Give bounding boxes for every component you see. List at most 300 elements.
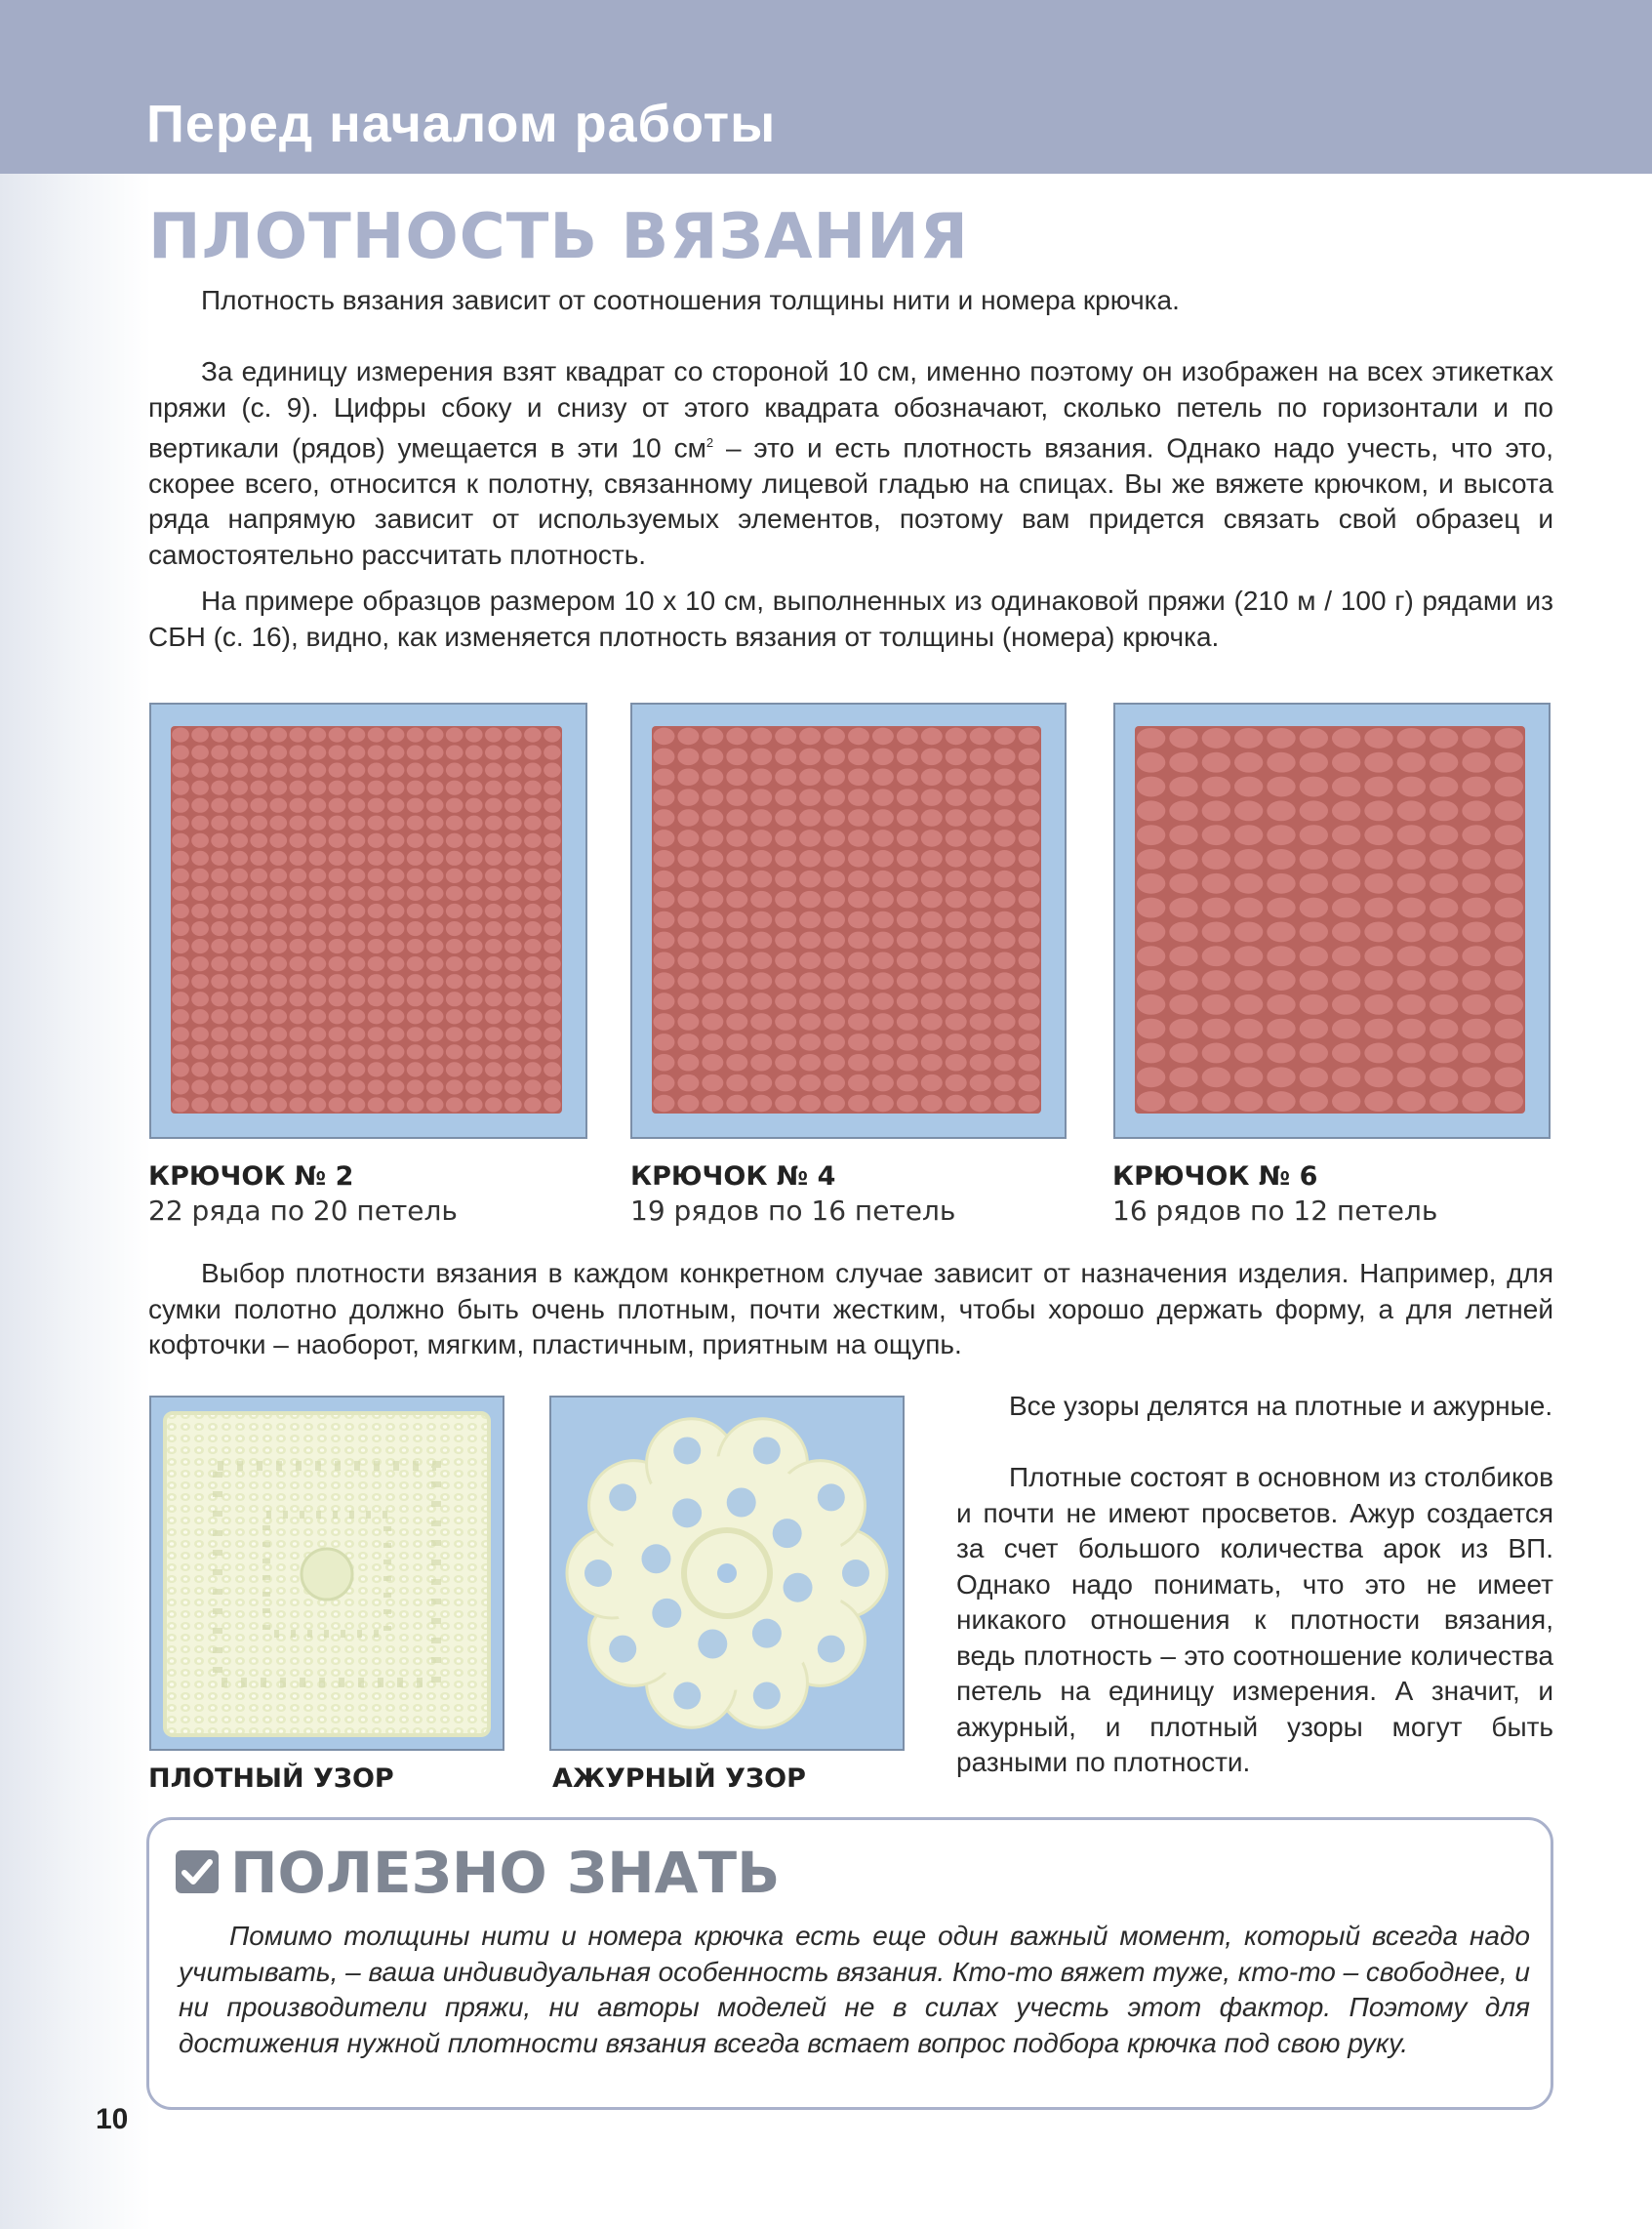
stitch — [524, 1062, 542, 1076]
doily-hole — [673, 1682, 701, 1710]
stitch — [1364, 970, 1392, 991]
stitch — [524, 956, 542, 971]
stitch — [524, 886, 542, 901]
stitch — [269, 833, 287, 848]
stitch — [994, 728, 1016, 746]
stitch — [211, 727, 228, 742]
stitch — [348, 833, 366, 848]
stitch — [485, 904, 503, 918]
stitch — [211, 904, 228, 918]
stitch — [211, 851, 228, 866]
stitch — [872, 891, 894, 909]
stitch — [1364, 800, 1392, 821]
stitch — [407, 1044, 424, 1059]
stitch — [848, 789, 869, 806]
stitch — [387, 886, 405, 901]
stitch — [524, 816, 542, 831]
stitch — [446, 956, 463, 971]
stitch — [1397, 752, 1426, 773]
stitch — [1364, 921, 1392, 942]
stitch — [211, 956, 228, 971]
stitch — [172, 833, 189, 848]
stitch — [230, 1009, 248, 1024]
stitch — [465, 816, 483, 831]
stitch — [446, 763, 463, 778]
stitch — [1169, 873, 1197, 894]
stitch — [329, 1009, 346, 1024]
stitch — [897, 871, 918, 888]
stitch — [897, 912, 918, 929]
stitch — [775, 972, 796, 990]
stitch — [1364, 873, 1392, 894]
stitch — [994, 993, 1016, 1010]
stitch — [1169, 1091, 1197, 1112]
stitch — [172, 1027, 189, 1041]
stitch — [465, 974, 483, 989]
stitch — [1300, 728, 1328, 749]
stitch — [309, 851, 327, 866]
stitch — [897, 1013, 918, 1031]
stitch — [750, 728, 772, 746]
stitch — [750, 912, 772, 929]
stitch — [921, 1095, 943, 1113]
stitch — [485, 1079, 503, 1094]
stitch — [653, 768, 674, 786]
stitch — [1019, 891, 1040, 909]
stitch — [1137, 825, 1165, 845]
stitch — [750, 789, 772, 806]
stitch — [872, 728, 894, 746]
stitch — [1300, 777, 1328, 797]
stitch — [348, 851, 366, 866]
stitch — [504, 1079, 522, 1094]
stitch — [872, 1095, 894, 1113]
stitch — [848, 809, 869, 827]
stitch — [387, 956, 405, 971]
doily-hole — [773, 1519, 802, 1548]
stitch — [677, 912, 699, 929]
stitch — [824, 789, 845, 806]
stitch — [872, 749, 894, 766]
stitch — [387, 1097, 405, 1112]
stitch — [970, 1033, 991, 1051]
stitch — [1019, 768, 1040, 786]
stitch — [269, 939, 287, 953]
stitch — [1397, 849, 1426, 870]
stitch — [485, 1062, 503, 1076]
stitch — [329, 833, 346, 848]
stitch — [726, 1054, 747, 1072]
stitch — [994, 1013, 1016, 1031]
stitch — [1267, 1091, 1295, 1112]
stitch — [1267, 1019, 1295, 1039]
stitch — [1234, 777, 1263, 797]
paragraph-pattern-types: Все узоры делятся на плотные и ажурные. — [1009, 1391, 1553, 1421]
stitch — [946, 1074, 967, 1092]
stitch — [848, 1074, 869, 1092]
stitch — [702, 993, 723, 1010]
stitch — [726, 809, 747, 827]
stitch — [726, 871, 747, 888]
stitch — [1364, 849, 1392, 870]
stitch — [1019, 932, 1040, 950]
stitch — [1430, 800, 1458, 821]
stitch — [407, 833, 424, 848]
stitch — [1495, 946, 1523, 966]
stitch — [524, 798, 542, 813]
stitch — [872, 1013, 894, 1031]
stitch — [329, 992, 346, 1006]
header-title: Перед началом работы — [146, 95, 777, 153]
stitch — [211, 1062, 228, 1076]
stitch — [387, 1027, 405, 1041]
stitch — [1137, 898, 1165, 918]
stitch — [485, 992, 503, 1006]
stitch — [1169, 777, 1197, 797]
stitch — [726, 972, 747, 990]
stitch — [970, 952, 991, 970]
stitch — [250, 851, 267, 866]
stitch — [191, 798, 209, 813]
stitch — [702, 1054, 723, 1072]
stitch — [946, 1095, 967, 1113]
stitch — [775, 789, 796, 806]
stitch — [348, 1009, 366, 1024]
stitch — [799, 912, 821, 929]
stitch — [290, 1079, 307, 1094]
stitch — [309, 1027, 327, 1041]
stitch — [230, 974, 248, 989]
stitch — [848, 749, 869, 766]
stitch — [407, 869, 424, 883]
stitch — [872, 768, 894, 786]
stitch — [230, 851, 248, 866]
stitch — [1267, 921, 1295, 942]
stitch — [172, 992, 189, 1006]
stitch — [172, 745, 189, 759]
stitch — [465, 869, 483, 883]
stitch — [368, 745, 385, 759]
stitch — [824, 768, 845, 786]
stitch — [544, 1079, 561, 1094]
tip-text: Помимо толщины нити и номера крючка есть еще один важный момент, который всегда надо учитывать, – ваша индивидуальная особенность вязания. Кто-то вяжет туже, кто-то – свободнее, и ни производители пряжи, ни авторы моделей не в силах учесть этот фактор. Поэтому для достижения нужной плотности вязания всегда встает вопрос подбора крючка под свою руку. — [179, 1921, 1530, 2058]
stitch — [465, 1062, 483, 1076]
stitch — [848, 728, 869, 746]
tip-heading: ПОЛЕЗНО ЗНАТЬ — [230, 1840, 781, 1906]
stitch — [211, 921, 228, 936]
stitch — [872, 830, 894, 847]
stitch — [970, 728, 991, 746]
stitch — [799, 830, 821, 847]
stitch — [750, 1095, 772, 1113]
stitch — [994, 809, 1016, 827]
stitch — [921, 952, 943, 970]
stitch — [1300, 1067, 1328, 1087]
stitch — [290, 904, 307, 918]
stitch — [653, 871, 674, 888]
stitch — [524, 1044, 542, 1059]
stitch — [1137, 994, 1165, 1015]
stitch — [191, 763, 209, 778]
stitch — [921, 1054, 943, 1072]
stitch — [1495, 1019, 1523, 1039]
stitch — [290, 886, 307, 901]
stitch — [269, 1062, 287, 1076]
stitch — [446, 1044, 463, 1059]
stitch — [1495, 1091, 1523, 1112]
stitch — [1300, 898, 1328, 918]
stitch — [1234, 849, 1263, 870]
stitch — [250, 833, 267, 848]
stitch — [1332, 849, 1360, 870]
stitch — [946, 891, 967, 909]
stitch — [1430, 1043, 1458, 1064]
stitch — [872, 850, 894, 868]
stitch — [824, 912, 845, 929]
stitch — [426, 745, 444, 759]
stitch — [1397, 728, 1426, 749]
stitch — [1462, 849, 1490, 870]
stitch — [544, 956, 561, 971]
stitch — [726, 768, 747, 786]
stitch — [504, 781, 522, 795]
stitch — [1462, 946, 1490, 966]
stitch — [211, 798, 228, 813]
stitch — [946, 871, 967, 888]
doily-hole — [609, 1483, 636, 1511]
stitch — [1169, 898, 1197, 918]
stitch — [750, 1033, 772, 1051]
stitch — [1462, 825, 1490, 845]
stitch — [946, 993, 967, 1010]
stitch — [504, 992, 522, 1006]
stitch — [1397, 970, 1426, 991]
stitch — [465, 1044, 483, 1059]
stitch — [504, 1044, 522, 1059]
stitch — [1495, 994, 1523, 1015]
stitch — [446, 869, 463, 883]
stitch — [465, 939, 483, 953]
stitch — [946, 1054, 967, 1072]
stitch — [446, 851, 463, 866]
section-title: ПЛОТНОСТЬ ВЯЗАНИЯ — [148, 201, 969, 273]
stitch — [426, 833, 444, 848]
stitch — [1332, 1043, 1360, 1064]
stitch — [1202, 777, 1230, 797]
stitch — [407, 956, 424, 971]
stitch — [726, 1013, 747, 1031]
stitch — [544, 851, 561, 866]
stitch — [1137, 1043, 1165, 1064]
stitch — [524, 1097, 542, 1112]
stitch — [250, 1027, 267, 1041]
stitch — [172, 798, 189, 813]
stitch — [544, 921, 561, 936]
stitch — [799, 768, 821, 786]
stitch — [872, 809, 894, 827]
stitch — [387, 1062, 405, 1076]
stitch — [824, 830, 845, 847]
stitch — [368, 1027, 385, 1041]
stitch — [1137, 1019, 1165, 1039]
stitch — [1300, 873, 1328, 894]
stitch — [446, 833, 463, 848]
stitch — [1364, 1019, 1392, 1039]
doily-hole — [753, 1682, 781, 1710]
stitch — [211, 974, 228, 989]
doily-hole — [652, 1599, 681, 1628]
stitch — [1137, 728, 1165, 749]
stitch — [504, 921, 522, 936]
stitch — [1202, 873, 1230, 894]
stitch — [726, 749, 747, 766]
stitch — [677, 1054, 699, 1072]
stitch — [524, 1009, 542, 1024]
stitch — [750, 871, 772, 888]
stitch — [1234, 800, 1263, 821]
stitch — [387, 1009, 405, 1024]
stitch — [1019, 789, 1040, 806]
stitch — [946, 952, 967, 970]
stitch — [504, 745, 522, 759]
stitch — [348, 1097, 366, 1112]
stitch — [211, 1009, 228, 1024]
stitch — [191, 1044, 209, 1059]
stitch — [348, 781, 366, 795]
stitch — [348, 1044, 366, 1059]
stitch — [290, 956, 307, 971]
stitch — [677, 972, 699, 990]
stitch — [329, 1079, 346, 1094]
stitch — [1495, 825, 1523, 845]
stitch — [1364, 1043, 1392, 1064]
stitch — [775, 993, 796, 1010]
stitch — [309, 974, 327, 989]
stitch — [426, 1027, 444, 1041]
stitch — [544, 727, 561, 742]
doily-hole — [842, 1560, 869, 1587]
stitch — [407, 781, 424, 795]
stitch — [702, 871, 723, 888]
stitch — [970, 1013, 991, 1031]
stitch — [872, 789, 894, 806]
stitch — [230, 1062, 248, 1076]
stitch — [230, 833, 248, 848]
stitch — [191, 921, 209, 936]
stitch — [1364, 777, 1392, 797]
stitch — [1202, 752, 1230, 773]
stitch — [1267, 946, 1295, 966]
stitch — [1364, 1091, 1392, 1112]
stitch — [465, 1079, 483, 1094]
stitch — [1332, 970, 1360, 991]
stitch — [921, 749, 943, 766]
stitch — [1137, 921, 1165, 942]
stitch — [524, 781, 542, 795]
stitch — [504, 763, 522, 778]
paragraph-dense-vs-lace: Плотные состоят в основном из столбиков и почти не имеют просветов. Ажур создается за счет большого количества арок из ВП. Однако надо понимать, что это не имеет никакого отношения к плотности вязания, ведь плотность – это соотношение количества петель на единицу измерения. А значит, и ажурный, и плотный узоры могут быть разными по плотности. — [956, 1462, 1553, 1777]
stitch — [172, 763, 189, 778]
stitch — [1202, 849, 1230, 870]
stitch — [946, 1013, 967, 1031]
stitch — [309, 798, 327, 813]
stitch — [230, 921, 248, 936]
stitch — [1430, 752, 1458, 773]
stitch — [824, 1033, 845, 1051]
stitch — [1332, 728, 1360, 749]
stitch — [1169, 849, 1197, 870]
stitch — [504, 1009, 522, 1024]
stitch — [921, 768, 943, 786]
stitch — [309, 763, 327, 778]
stitch — [1169, 994, 1197, 1015]
stitch — [485, 869, 503, 883]
stitch — [1202, 994, 1230, 1015]
stitch — [348, 745, 366, 759]
stitch — [387, 781, 405, 795]
stitch — [1169, 946, 1197, 966]
stitch — [211, 781, 228, 795]
swatch-photo-hook-6 — [1113, 703, 1551, 1139]
stitch — [1430, 873, 1458, 894]
stitch — [653, 850, 674, 868]
stitch — [653, 912, 674, 929]
stitch — [970, 972, 991, 990]
stitch — [750, 972, 772, 990]
stitch — [848, 1013, 869, 1031]
stitch — [407, 1097, 424, 1112]
stitch — [677, 952, 699, 970]
stitch — [172, 869, 189, 883]
stitch — [329, 939, 346, 953]
stitch — [1019, 749, 1040, 766]
stitch — [1430, 994, 1458, 1015]
stitch — [702, 891, 723, 909]
stitch — [368, 1044, 385, 1059]
stitch — [485, 939, 503, 953]
stitch — [465, 798, 483, 813]
stitch — [172, 1079, 189, 1094]
stitch — [970, 932, 991, 950]
stitch — [485, 833, 503, 848]
stitch — [426, 921, 444, 936]
stitch — [994, 749, 1016, 766]
stitch — [172, 1009, 189, 1024]
stitch — [897, 830, 918, 847]
stitch — [309, 1079, 327, 1094]
stitch — [702, 932, 723, 950]
superscript-2: 2 — [705, 435, 714, 450]
stitch — [269, 1044, 287, 1059]
stitch — [897, 972, 918, 990]
stitch — [750, 952, 772, 970]
stitch — [1019, 850, 1040, 868]
stitch — [653, 789, 674, 806]
stitch — [1019, 1013, 1040, 1031]
stitch — [485, 956, 503, 971]
stitch — [970, 749, 991, 766]
stitch — [368, 1009, 385, 1024]
stitch — [309, 1009, 327, 1024]
stitch — [1267, 752, 1295, 773]
stitch — [211, 1097, 228, 1112]
stitch — [1332, 921, 1360, 942]
stitch — [426, 1044, 444, 1059]
stitch — [1462, 921, 1490, 942]
stitch — [1202, 946, 1230, 966]
stitch — [677, 1013, 699, 1031]
stitch — [1169, 752, 1197, 773]
